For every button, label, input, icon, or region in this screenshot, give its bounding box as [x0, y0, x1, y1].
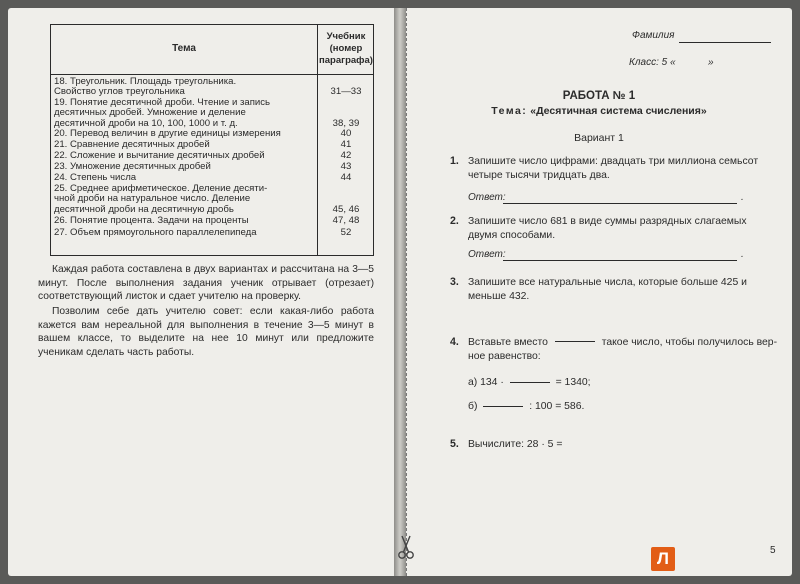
scissors-icon [397, 534, 415, 560]
question-number: 1. [450, 155, 459, 167]
question-text: Вычислите: 28 · 5 = [468, 439, 563, 450]
intro-paragraph: Каждая работа составлена в двух вариантах и рассчитана на 3—5 минут. После выполнения задания ученик отрывает (отрезает) соответствующий листок и сдает учителю на проверку. [38, 264, 374, 302]
left-page [8, 8, 394, 576]
topics-table: Тема Учебник (номер параграфа) 18. Треугольник. Площадь треугольника. Свойство углов треугольника 31—33 19. Понятие десятичной дроби. Чтение и запись десятичных дробей. Умножение и деление десятичной дроби на 10, 100, 1000 и т. д. 38, 39 20. Перевод величин в другие единицы измерения 40 21. Сравнение десятичных дробей 41 22. Сложение и вычитание десятичных дробей 42 23. Умножение десятичных дробей 43 24. Степень числа 44 25. Среднее арифметическое. Деление десяти- чной дроби на натуральное число. Деление десятичной дроби на десятичную дробь 45, 46 26. Понятие процента. Задачи на проценты 47, 48 27. Объем прямоугольного параллелепипеда 52 [50, 24, 374, 256]
answer-line[interactable] [510, 382, 550, 383]
work-topic: Тема: «Десятичная система счисления» [491, 105, 707, 117]
header-topic: Тема [172, 43, 196, 54]
advice-paragraph: Позволим себе дать учителю совет: если какая-либо работа кажется вам нереальной для выполнения в течение 3—5 минут в вашем классе, то выделите на нее 10 минут или предложите ученикам сделать часть работы. [38, 306, 374, 358]
page-number: 5 [770, 545, 776, 556]
class-label: Класс: 5 « [629, 57, 676, 68]
surname-line [679, 42, 771, 43]
right-page: Фамилия Класс: 5 « » РАБОТА № 1 Тема: «Десятичная система счисления» Вариант 1 1. Запишите число цифрами: двадцать три миллиона семьсот четыре тысячи тридцать два. Ответ: . 2. Запишите число 681 в виде суммы разрядных слагаемых двумя способами. Ответ: . 3. Запишите все натуральные числа, которые больше 425 и меньше 432. 4. Вставьте вместо такое число, чтобы получилось вер- ное равенство: а) 134 · = 1340; б) : 100 = 586. 5. Вычислите: 28 · 5 = 5 [406, 8, 792, 576]
answer-line[interactable] [483, 406, 523, 407]
answer-line[interactable] [503, 260, 737, 261]
work-title: РАБОТА № 1 [562, 90, 636, 102]
answer-line[interactable] [503, 203, 737, 204]
equation-a: а) 134 · = 1340; [468, 377, 591, 388]
question-text: Запишите число 681 в виде суммы разрядных слагаемых двумя способами. [468, 216, 747, 241]
answer-label: Ответ: [468, 192, 506, 203]
equation-b: б) : 100 = 586. [468, 401, 585, 412]
question-number: 3. [450, 276, 459, 288]
book-gutter [394, 8, 406, 576]
question-text: Запишите число цифрами: двадцать три миллиона семьсот четыре тысячи тридцать два. [468, 156, 759, 181]
question-number: 5. [450, 438, 459, 450]
question-text: Запишите все натуральные числа, которые больше 425 и меньше 432. [468, 277, 747, 302]
header-book: Учебник (номер параграфа) [319, 31, 373, 66]
answer-label: Ответ: [468, 249, 506, 260]
surname-label: Фамилия [632, 30, 675, 41]
publisher-logo: Л [651, 547, 675, 571]
question-text: Вставьте вместо такое число, чтобы получилось вер- ное равенство: [468, 337, 778, 362]
class-close: » [708, 57, 714, 68]
question-number: 4. [450, 336, 459, 348]
blank-line [555, 341, 595, 342]
question-number: 2. [450, 215, 459, 227]
variant-label: Вариант 1 [574, 132, 624, 144]
